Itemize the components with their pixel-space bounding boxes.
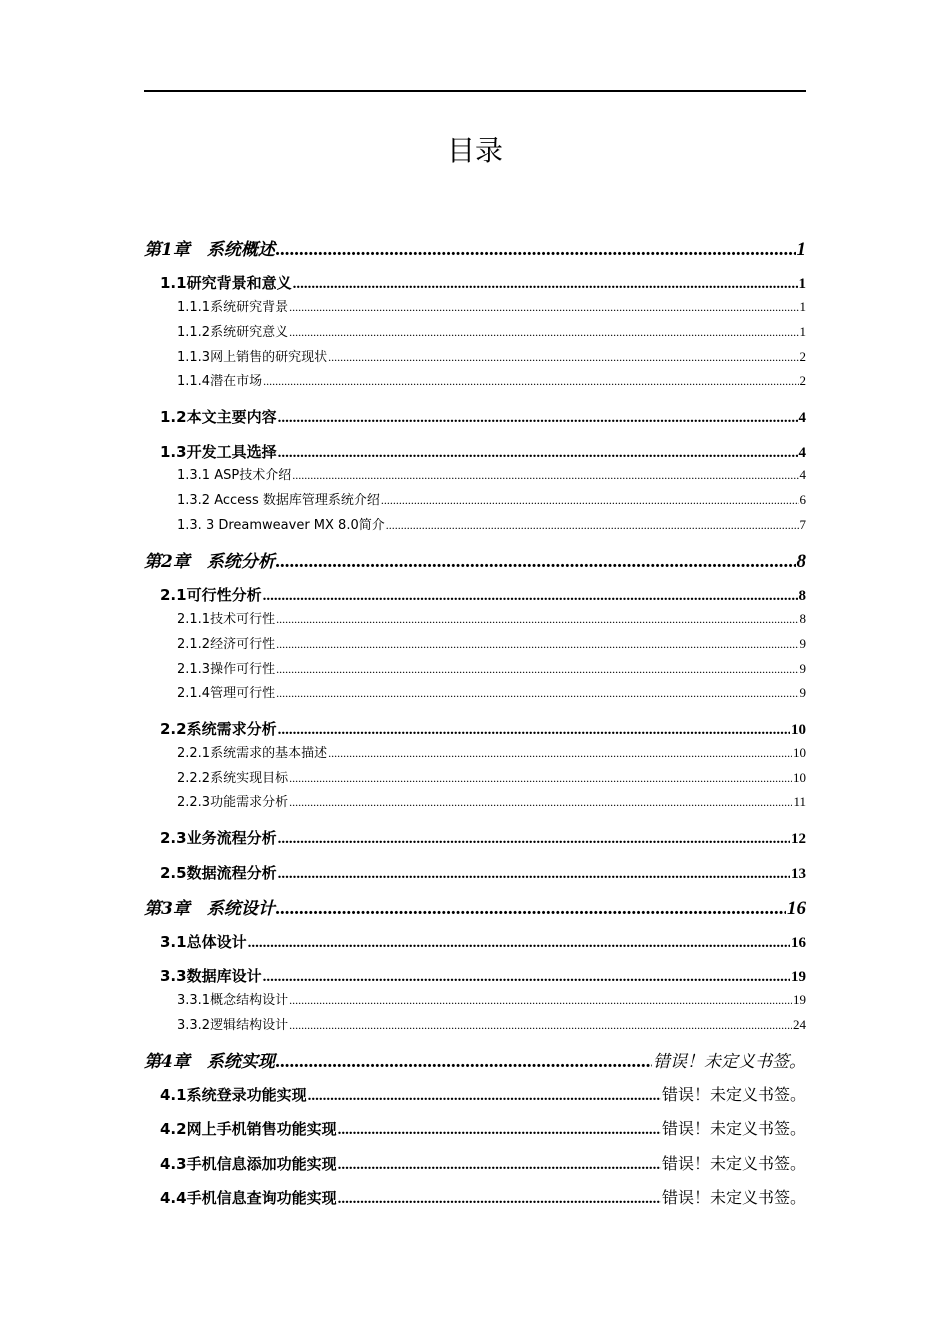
toc-entry-level-3[interactable] <box>177 991 806 1010</box>
toc-entry-label: 4.1系统登录功能实现 <box>160 1086 307 1104</box>
toc-entry-label: 2.2.2系统实现目标 <box>177 771 289 786</box>
toc-entry-label: 2.1.2经济可行性 <box>177 637 276 652</box>
toc-dot-leader <box>289 1016 792 1034</box>
toc-entry-level-1[interactable] <box>144 550 806 574</box>
toc-dot-leader <box>276 635 798 653</box>
toc-entry-label: 1.1研究背景和意义 <box>160 274 292 292</box>
toc-entry-page: 16 <box>787 898 806 919</box>
toc-dot-leader <box>276 660 798 678</box>
toc-dot-leader <box>278 864 790 884</box>
toc-entry-level-3[interactable] <box>177 744 806 763</box>
toc-dot-leader <box>263 586 798 606</box>
toc-entry-label: 1.1.1系统研究背景 <box>177 300 289 315</box>
toc-entry-label: 第1章 系统概述 <box>144 240 275 260</box>
toc-entry-label: 4.2网上手机销售功能实现 <box>160 1120 337 1138</box>
toc-entry-page: 10 <box>793 745 806 760</box>
toc-entry-label: 1.2本文主要内容 <box>160 408 277 426</box>
toc-entry-page: 7 <box>799 517 806 532</box>
toc-dot-leader <box>338 1155 661 1175</box>
toc-entry-level-2[interactable] <box>160 585 806 606</box>
toc-entry-page: 8 <box>799 611 806 626</box>
toc-entry-level-3[interactable] <box>177 660 806 679</box>
toc-dot-leader <box>263 967 790 987</box>
toc-entry-page: 24 <box>793 1017 806 1032</box>
toc-entry-level-3[interactable] <box>177 466 806 485</box>
toc-entry-level-2[interactable] <box>160 1154 806 1175</box>
toc-entry-page: 11 <box>793 794 806 809</box>
toc-entry-level-1[interactable] <box>144 1050 806 1074</box>
toc-dot-leader <box>293 274 798 294</box>
toc-entry-label: 第4章 系统实现 <box>144 1052 275 1072</box>
toc-entry-level-2[interactable] <box>160 1119 806 1140</box>
toc-entry-label: 4.3手机信息添加功能实现 <box>160 1155 337 1173</box>
toc-entry-level-2[interactable] <box>160 828 806 849</box>
toc-dot-leader <box>338 1189 661 1209</box>
toc-entry-level-2[interactable] <box>160 442 806 463</box>
toc-entry-page: 10 <box>793 770 806 785</box>
toc-entry-page: 1 <box>799 324 806 339</box>
toc-dot-leader <box>276 550 796 574</box>
toc-dot-leader <box>338 1120 661 1140</box>
toc-entry-label: 2.1.3操作可行性 <box>177 662 276 677</box>
toc-entry-page: 9 <box>799 685 806 700</box>
toc-entry-label: 3.3.1概念结构设计 <box>177 993 289 1008</box>
toc-entry-level-1[interactable] <box>144 238 806 262</box>
toc-entry-label: 3.1总体设计 <box>160 933 247 951</box>
toc-entry-level-3[interactable] <box>177 298 806 317</box>
toc-dot-leader <box>289 323 798 341</box>
toc-entry-level-2[interactable] <box>160 719 806 740</box>
toc-entry-page: 错误！未定义书签。 <box>661 1119 806 1138</box>
toc-entry-page: 10 <box>791 722 806 738</box>
toc-entry-level-3[interactable] <box>177 491 806 510</box>
toc-entry-level-1[interactable] <box>144 897 806 921</box>
toc-entry-page: 错误！未定义书签。 <box>661 1188 806 1207</box>
toc-entry-page: 1 <box>796 239 806 260</box>
toc-entry-level-2[interactable] <box>160 1188 806 1209</box>
toc-entry-page: 错误！未定义书签。 <box>661 1154 806 1173</box>
toc-entry-label: 1.1.4潜在市场 <box>177 374 263 389</box>
toc-entry-label: 1.1.2系统研究意义 <box>177 325 289 340</box>
toc-entry-page: 8 <box>796 551 806 572</box>
toc-entry-label: 2.1.4管理可行性 <box>177 686 276 701</box>
toc-dot-leader <box>308 1086 661 1106</box>
toc-entry-level-3[interactable] <box>177 635 806 654</box>
toc-entry-label: 1.3.1 ASP技术介绍 <box>177 468 292 483</box>
toc-title: 目录 <box>446 134 503 167</box>
toc-entry-page: 1 <box>798 276 806 292</box>
toc-entry-level-2[interactable] <box>160 863 806 884</box>
toc-dot-leader <box>278 443 798 463</box>
header-rule <box>144 90 806 92</box>
toc-entry-page: 16 <box>791 935 806 951</box>
toc-entry-page: 13 <box>791 866 806 882</box>
toc-entry-page: 2 <box>799 373 806 388</box>
toc-entry-level-2[interactable] <box>160 932 806 953</box>
toc-entry-page: 2 <box>799 349 806 364</box>
toc-dot-leader <box>278 829 790 849</box>
toc-entry-level-2[interactable] <box>160 966 806 987</box>
toc-dot-leader <box>276 1050 652 1074</box>
toc-entry-page: 8 <box>798 588 806 604</box>
toc-entry-level-3[interactable] <box>177 1016 806 1035</box>
toc-entry-level-3[interactable] <box>177 610 806 629</box>
toc-entry-label: 2.2.1系统需求的基本描述 <box>177 746 328 761</box>
toc-entry-label: 1.3. 3 Dreamweaver MX 8.0简介 <box>177 518 385 533</box>
toc-entry-label: 2.1.1技术可行性 <box>177 612 276 627</box>
toc-dot-leader <box>328 744 792 762</box>
toc-dot-leader <box>289 793 792 811</box>
toc-dot-leader <box>276 610 798 628</box>
toc-entry-level-3[interactable] <box>177 348 806 367</box>
toc-entry-page: 4 <box>798 410 806 426</box>
toc-entry-level-2[interactable] <box>160 407 806 428</box>
toc-dot-leader <box>276 238 796 262</box>
toc-entry-label: 第3章 系统设计 <box>144 899 275 919</box>
toc-entry-level-2[interactable] <box>160 273 806 294</box>
toc-entry-label: 1.3.2 Access 数据库管理系统介绍 <box>177 493 380 508</box>
toc-entry-level-3[interactable] <box>177 769 806 788</box>
toc-entry-label: 3.3数据库设计 <box>160 967 262 985</box>
toc-entry-page: 4 <box>798 445 806 461</box>
toc-entry-page: 4 <box>799 467 806 482</box>
toc-dot-leader <box>248 933 790 953</box>
toc-entry-page: 12 <box>791 831 806 847</box>
toc-entry-label: 2.5数据流程分析 <box>160 864 277 882</box>
toc-entry-label: 1.3开发工具选择 <box>160 443 277 461</box>
toc-dot-leader <box>381 491 799 509</box>
toc-entry-page: 9 <box>799 661 806 676</box>
toc-dot-leader <box>289 991 792 1009</box>
toc-dot-leader <box>276 897 786 921</box>
toc-entry-page: 19 <box>793 992 806 1007</box>
toc-dot-leader <box>263 372 798 390</box>
toc-entry-level-3[interactable] <box>177 793 806 812</box>
toc-entry-page: 1 <box>799 299 806 314</box>
toc-entry-level-3[interactable] <box>177 684 806 703</box>
toc-entry-label: 第2章 系统分析 <box>144 552 275 572</box>
toc-dot-leader <box>289 298 798 316</box>
toc-entry-label: 3.3.2逻辑结构设计 <box>177 1018 289 1033</box>
toc-dot-leader <box>276 684 798 702</box>
toc-entry-page: 19 <box>791 969 806 985</box>
toc-dot-leader <box>278 408 798 428</box>
toc-entry-label: 4.4手机信息查询功能实现 <box>160 1189 337 1207</box>
toc-entry-label: 2.2系统需求分析 <box>160 720 277 738</box>
toc-dot-leader <box>278 720 790 740</box>
toc-entry-level-3[interactable] <box>177 323 806 342</box>
toc-entry-label: 2.2.3功能需求分析 <box>177 795 289 810</box>
toc-entry-level-2[interactable] <box>160 1085 806 1106</box>
toc-entry-page: 错误！未定义书签。 <box>653 1052 806 1072</box>
toc-entry-label: 2.3业务流程分析 <box>160 829 277 847</box>
toc-dot-leader <box>386 516 799 534</box>
toc-entry-page: 6 <box>799 492 806 507</box>
toc-entry-page: 错误！未定义书签。 <box>661 1085 806 1104</box>
toc-dot-leader <box>292 466 798 484</box>
toc-dot-leader <box>289 769 792 787</box>
toc-dot-leader <box>328 348 798 366</box>
toc-entry-level-3[interactable] <box>177 516 806 535</box>
toc-entry-label: 2.1可行性分析 <box>160 586 262 604</box>
toc-entry-page: 9 <box>799 636 806 651</box>
toc-entry-label: 1.1.3网上销售的研究现状 <box>177 350 328 365</box>
toc-entry-level-3[interactable] <box>177 372 806 391</box>
